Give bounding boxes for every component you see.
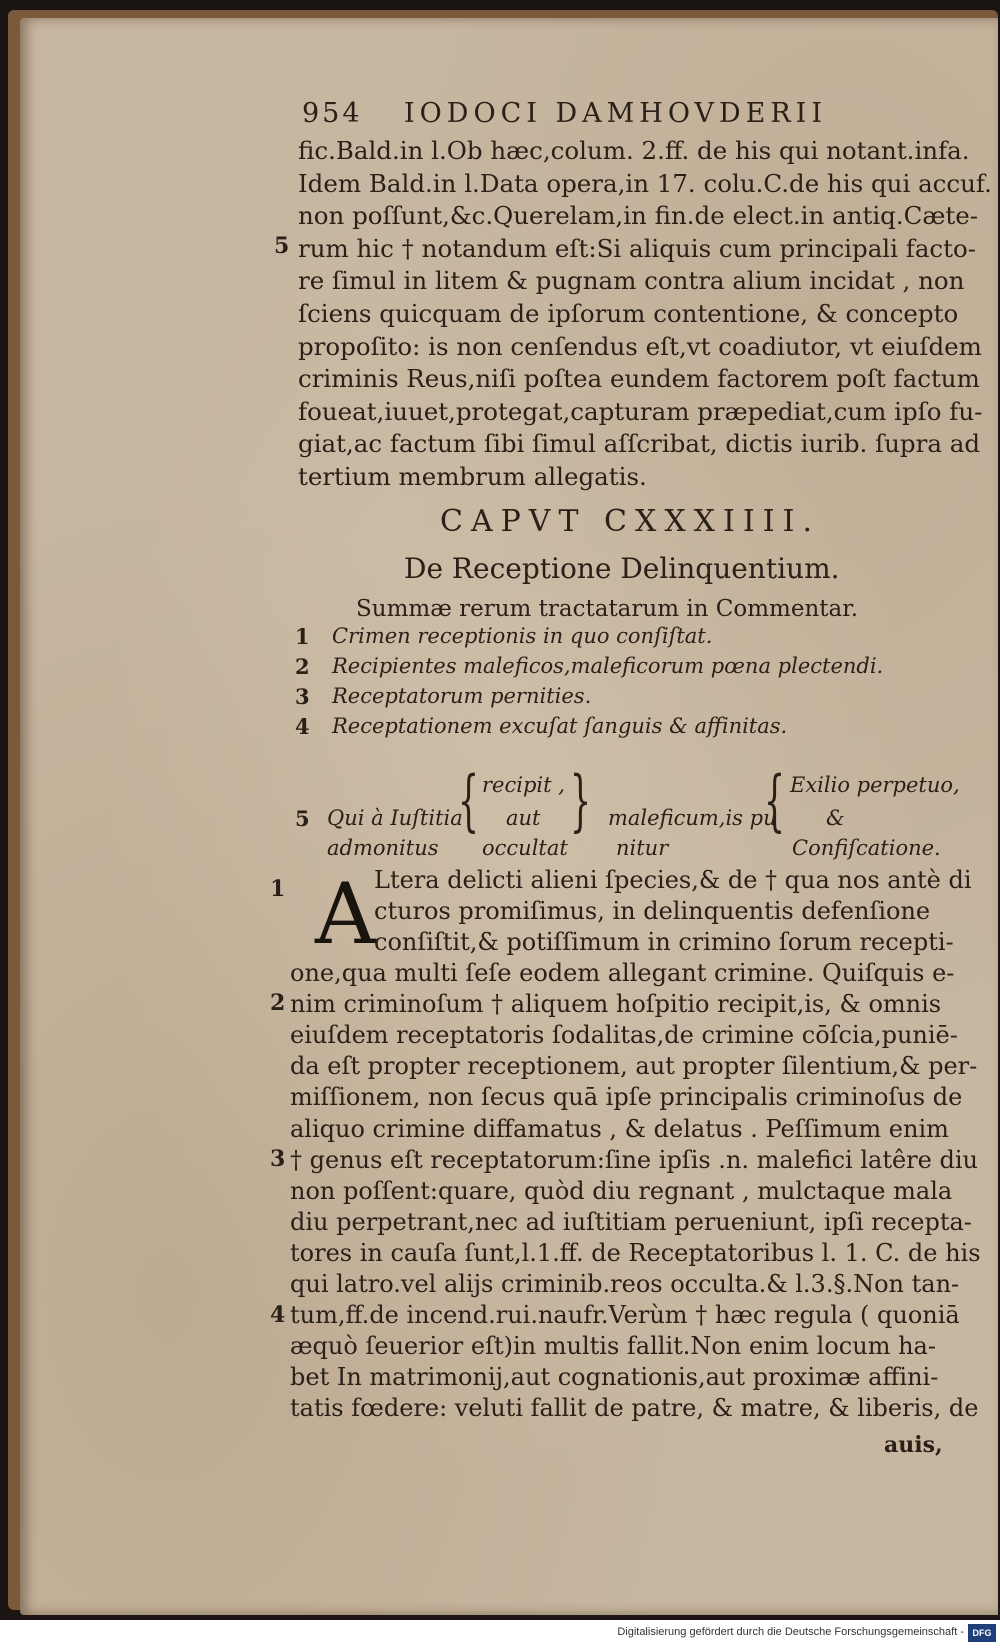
text-line: æquò ſeuerior eſt)in multis fallit.Non enim locum ha- [290, 1332, 936, 1361]
list-item: Crimen receptionis in quo conſiſtat. [332, 624, 713, 648]
text-line: cturos promiſimus, in delinquentis defenſione [374, 897, 931, 925]
summary-end: Exilio perpetuo, [790, 773, 960, 797]
page-number: 954 [302, 98, 363, 129]
summary-end: Confiſcatione. [792, 836, 941, 860]
summary-option: aut [506, 806, 541, 830]
text-line: criminis Reus,niſi poſtea eundem factorem poſt factum [298, 364, 980, 394]
text-line: aliquo crimine diffamatus , & delatus . Peſſimum enim [290, 1114, 949, 1143]
text-line: † genus eſt receptatorum:ſine ipſis .n. malefici latêre diu [290, 1145, 978, 1174]
text-line: tertium membrum allegatis. [298, 462, 647, 491]
chapter-title: De Receptione Delinquentium. [404, 552, 840, 585]
text-line: one,qua multi ſeſe eodem allegant crimine. Quiſquis e- [290, 959, 955, 987]
text-line: non poſſunt,&c.Querelam,in fin.de elect.in antiq.Cæte- [298, 201, 979, 231]
chapter-number: CAPVT CXXXIIII. [440, 504, 820, 539]
list-item: Receptationem excuſat ſanguis & affinitas. [332, 714, 788, 738]
summary-middle: maleficum,is pu [608, 806, 777, 830]
footer-credit: Digitalisierung gefördert durch die Deutsche Forschungsgemeinschaft - [617, 1626, 964, 1638]
list-item-number: 3 [295, 684, 310, 709]
margin-number: 5 [274, 233, 290, 259]
list-item: Receptatorum pernities. [332, 684, 592, 708]
text-line: Idem Bald.in l.Data opera,in 17. colu.C.de his qui accuf. [298, 168, 992, 198]
right-brace: } [570, 762, 591, 839]
text-line: qui latro.vel alijs criminib.reos occulta.& l.3.§.Non tan- [290, 1270, 960, 1298]
text-line: propoſito: is non cenſendus eſt,vt coadiutor, vt eiuſdem [298, 331, 982, 361]
text-line: rum hic † notandum eſt:Si aliquis cum principali facto- [298, 233, 977, 263]
list-item-number: 5 [295, 806, 310, 831]
drop-cap: A [315, 865, 376, 963]
margin-number: 4 [270, 1302, 286, 1328]
margin-number: 3 [270, 1146, 286, 1172]
margin-number: 2 [270, 990, 286, 1016]
running-title: IODOCI DAMHOVDERII [404, 98, 828, 129]
text-line: conſiſtit,& potiſſimum in crimino ſorum recepti- [374, 928, 954, 956]
dfg-logo: DFG [968, 1624, 996, 1642]
summary-lead: admonitus [327, 836, 439, 860]
summary-heading: Summæ rerum tractatarum in Commentar. [356, 596, 859, 622]
list-item-number: 2 [295, 654, 310, 679]
text-line: ſciens quicquam de ipſorum contentione, & concepto [298, 299, 959, 328]
catchword: auis, [884, 1432, 943, 1458]
text-line: tatis fœdere: veluti fallit de patre, & matre, & liberis, de [290, 1394, 979, 1423]
margin-number: 1 [270, 876, 286, 902]
text-line: tum,ff.de incend.rui.naufr.Verùm † hæc regula ( quoniā [290, 1301, 960, 1330]
text-line: non poſſent:quare, quòd diu regnant , mulctaque mala [290, 1176, 953, 1205]
summary-middle: nitur [616, 836, 669, 860]
text-line: giat,ac factum ſibi ſimul aſſcribat, dictis iurib. ſupra ad [298, 429, 981, 459]
left-brace: { [764, 762, 785, 839]
summary-option: occultat [482, 836, 568, 860]
text-line: tores in cauſa ſunt,l.1.ff. de Receptatoribus l. 1. C. de his [290, 1238, 981, 1267]
summary-end: & [826, 806, 845, 830]
summary-option: recipit , [482, 773, 565, 797]
footer-bar [0, 1620, 1000, 1648]
list-item-number: 1 [295, 624, 310, 649]
text-line: eiuſdem receptatoris ſodalitas,de crimine cōſcia,puniē- [290, 1021, 958, 1050]
text-line: diu perpetrant,nec ad iuſtitiam perueniunt, ipſi recepta- [290, 1207, 972, 1236]
left-brace: { [458, 762, 479, 839]
text-line: foueat,iuuet,protegat,capturam præpediat,cum ipſo fu- [298, 396, 983, 426]
text-line: fic.Bald.in l.Ob hæc,colum. 2.ff. de his qui notant.infa. [298, 136, 970, 165]
text-line: bet In matrimonij,aut cognationis,aut proximæ affini- [290, 1363, 939, 1392]
text-line: re ſimul in litem & pugnam contra alium incidat , non [298, 266, 965, 296]
list-item-number: 4 [295, 714, 310, 739]
text-line: da eſt propter receptionem, aut propter ſilentium,& per- [290, 1052, 978, 1081]
text-line: miſſionem, non ſecus quā ipſe principalis criminoſus de [290, 1083, 963, 1112]
summary-lead: Qui à Iuſtitia [327, 806, 463, 830]
list-item: Recipientes maleficos,maleficorum pœna plectendi. [332, 654, 884, 678]
text-line: nim criminoſum † aliquem hoſpitio recipit,is, & omnis [290, 990, 942, 1019]
text-line: Ltera delicti alieni ſpecies,& de † qua nos antè di [374, 866, 972, 894]
